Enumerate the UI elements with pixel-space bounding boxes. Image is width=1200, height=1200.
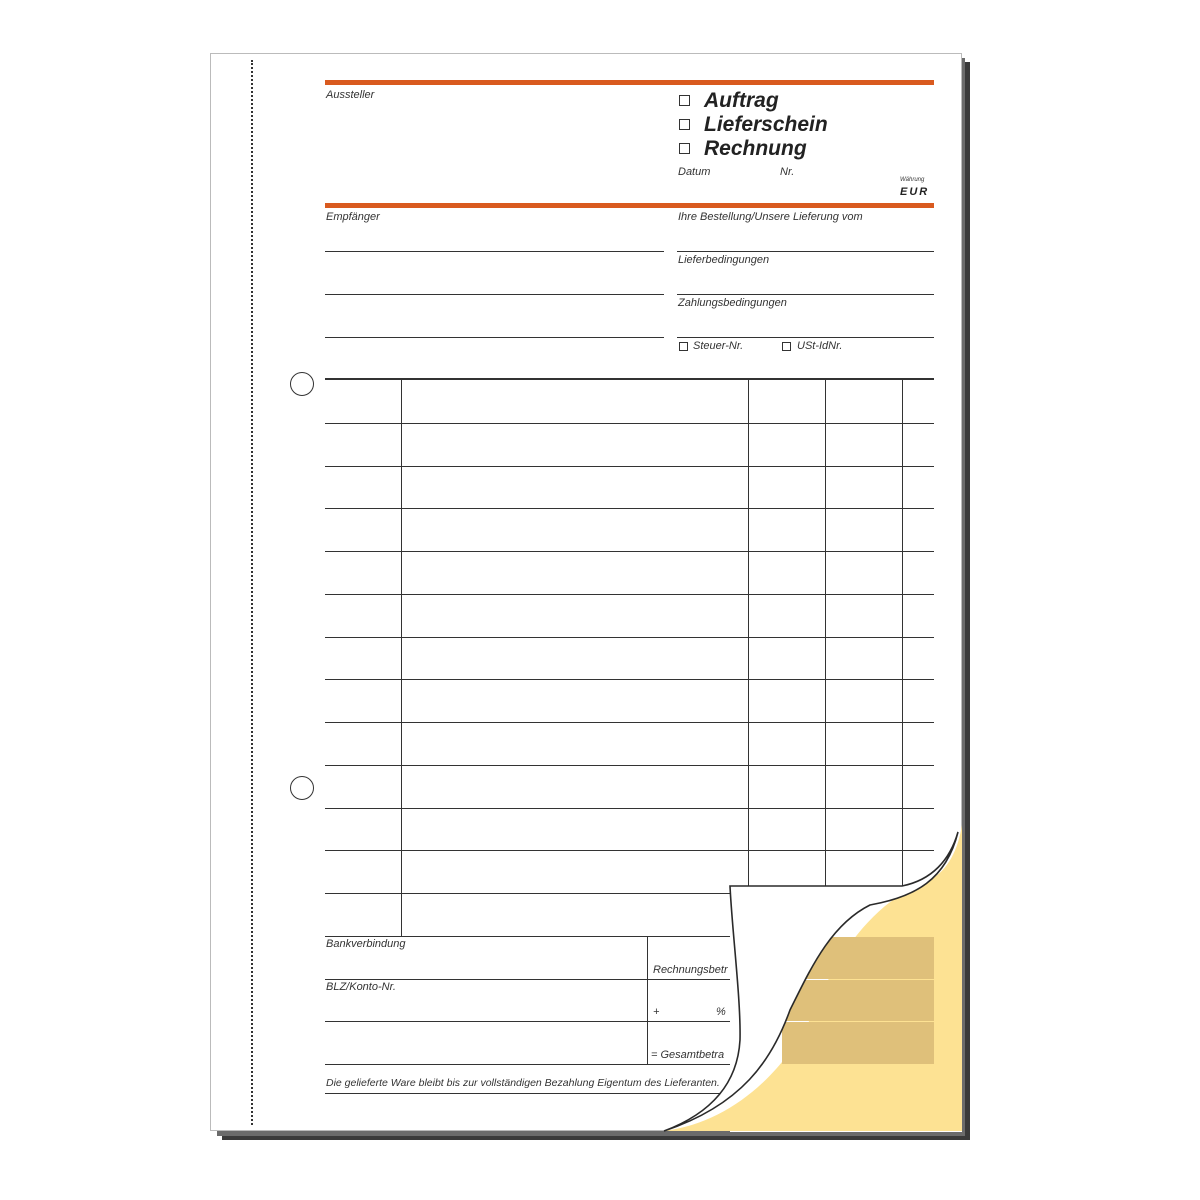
percent-label: % bbox=[716, 1006, 726, 1018]
doctype-lieferschein: Lieferschein bbox=[704, 113, 828, 136]
bank-label: Bankverbindung bbox=[326, 938, 406, 950]
order-label: Ihre Bestellung/Unsere Lieferung vom bbox=[678, 211, 863, 223]
invoice-amount-label: Rechnungsbetr bbox=[653, 964, 728, 976]
doctype-auftrag: Auftrag bbox=[704, 89, 779, 112]
recipient-label: Empfänger bbox=[326, 211, 380, 223]
number-label: Nr. bbox=[780, 166, 795, 178]
plus-label: + bbox=[653, 1006, 660, 1018]
date-label: Datum bbox=[678, 166, 711, 178]
tax-no-label: Steuer-Nr. bbox=[693, 340, 744, 352]
doctype-rechnung: Rechnung bbox=[704, 137, 807, 160]
vat-id-label: USt-IdNr. bbox=[797, 340, 843, 352]
delivery-terms-label: Lieferbedingungen bbox=[678, 254, 770, 266]
carbon-shade-row-2 bbox=[782, 980, 934, 1021]
currency-label: Währung bbox=[900, 177, 925, 183]
total-label: = Gesamtbetra bbox=[651, 1049, 725, 1061]
currency-value: EUR bbox=[900, 186, 930, 198]
issuer-label: Aussteller bbox=[326, 89, 375, 101]
carbon-shade-row-3 bbox=[782, 1022, 934, 1064]
payment-terms-label: Zahlungsbedingungen bbox=[678, 297, 787, 309]
disclaimer-text: Die gelieferte Ware bleibt bis zur vollständigen Bezahlung Eigentum des Lieferanten. bbox=[326, 1077, 720, 1089]
account-label: BLZ/Konto-Nr. bbox=[326, 981, 396, 993]
